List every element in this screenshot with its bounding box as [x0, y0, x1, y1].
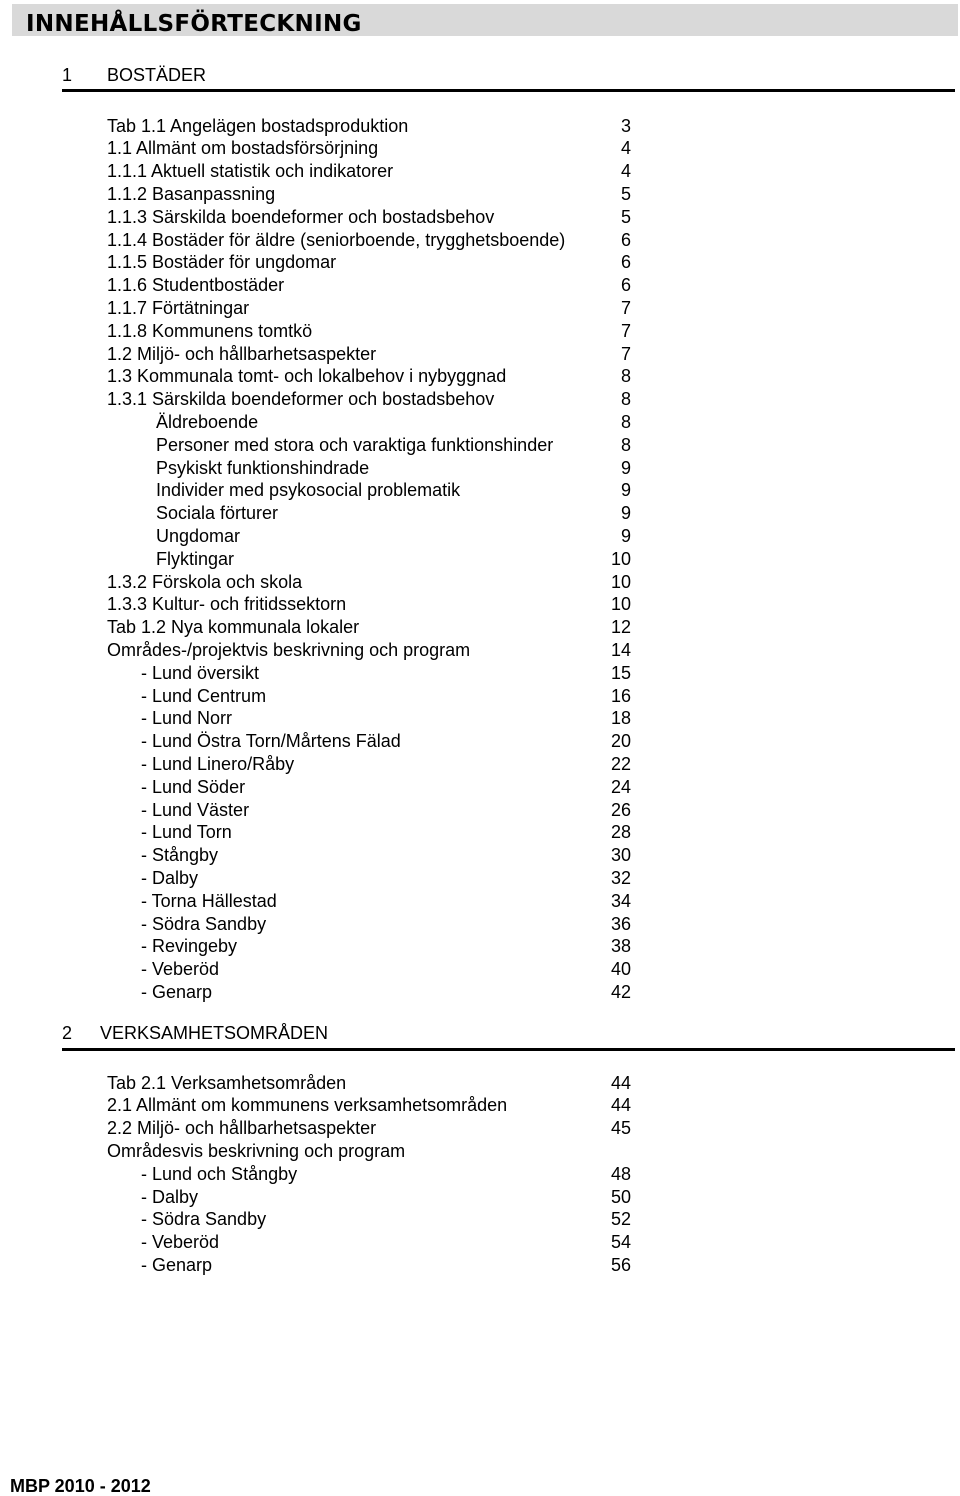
toc-entry[interactable]	[107, 206, 631, 229]
toc-entry-title: Psykiskt funktionshindrade	[156, 457, 370, 478]
toc-entry[interactable]	[156, 548, 631, 571]
toc-entry-title: - Lund Söder	[141, 776, 246, 797]
toc-entry-page: 40	[610, 959, 631, 980]
toc-entry-title: Områdesvis beskrivning och program	[107, 1140, 406, 1161]
toc-entry-title: - Veberöd	[141, 959, 220, 980]
toc-entry[interactable]	[107, 1094, 631, 1117]
toc-entry-page: 4	[620, 161, 631, 182]
toc-entry-title: - Södra Sandby	[141, 913, 267, 934]
toc-entry-title: - Genarp	[141, 981, 213, 1002]
toc-entry[interactable]	[156, 525, 631, 548]
toc-entry-title: - Dalby	[141, 867, 199, 888]
toc-entry[interactable]	[107, 571, 631, 594]
toc-entry[interactable]	[141, 1163, 631, 1186]
toc-entry-page: 48	[610, 1163, 631, 1184]
section-divider	[62, 1048, 955, 1051]
toc-entry-title: - Lund och Stångby	[141, 1163, 298, 1184]
toc-entry-page: 45	[610, 1118, 631, 1139]
toc-entry-title: 1.3.1 Särskilda boendeformer och bostadsbehov	[107, 389, 495, 410]
toc-entry[interactable]	[107, 229, 631, 252]
toc-entry-page: 3	[620, 115, 631, 136]
toc-entry-title: 1.1.4 Bostäder för äldre (seniorboende, trygghetsboende)	[107, 229, 566, 250]
toc-entry-title: Tab 1.2 Nya kommunala lokaler	[107, 617, 360, 638]
section-number: 1	[62, 65, 73, 85]
toc-entry-title: - Stångby	[141, 845, 219, 866]
toc-entry[interactable]	[141, 730, 631, 753]
section-label: BOSTÄDER	[107, 65, 207, 85]
toc-entry-title: 1.3.2 Förskola och skola	[107, 571, 303, 592]
title-band	[12, 4, 958, 36]
toc-entry[interactable]	[141, 707, 631, 730]
toc-entry-page: 42	[610, 981, 631, 1002]
toc-entry-page: 44	[610, 1072, 631, 1093]
toc-entry[interactable]	[107, 251, 631, 274]
toc-entry[interactable]	[141, 844, 631, 867]
toc-entry-title: - Torna Hällestad	[141, 890, 277, 911]
footer-text: MBP 2010 - 2012	[10, 1476, 151, 1496]
toc-entry[interactable]	[141, 981, 631, 1004]
toc-entry-title: - Dalby	[141, 1186, 199, 1207]
toc-entry-page: 56	[610, 1254, 631, 1275]
toc-entry-page: 10	[610, 548, 631, 569]
toc-entry-page: 14	[610, 639, 631, 660]
toc-entry[interactable]	[107, 388, 631, 411]
toc-entry[interactable]	[107, 320, 631, 343]
toc-entry[interactable]	[107, 1072, 631, 1095]
toc-entry[interactable]	[107, 115, 631, 138]
toc-entry-title: Sociala förturer	[156, 503, 279, 524]
toc-entry[interactable]	[141, 685, 631, 708]
toc-entry-title: 1.1.2 Basanpassning	[107, 183, 276, 204]
toc-entry[interactable]	[107, 639, 631, 662]
toc-entry[interactable]	[141, 935, 631, 958]
toc-entry-page: 52	[610, 1209, 631, 1230]
toc-entry-page: 7	[620, 297, 631, 318]
toc-entry[interactable]	[107, 297, 631, 320]
toc-entry-title: - Lund Norr	[141, 708, 233, 729]
toc-entry-title: 2.2 Miljö- och hållbarhetsaspekter	[107, 1118, 377, 1139]
toc-entry-page: 22	[610, 753, 631, 774]
toc-entry-page: 7	[620, 320, 631, 341]
toc-entry[interactable]	[141, 913, 631, 936]
toc-entry-title: Tab 1.1 Angelägen bostadsproduktion	[107, 115, 409, 136]
toc-entry-title: Individer med psykosocial problematik	[156, 480, 461, 501]
toc-entry[interactable]	[141, 799, 631, 822]
toc-entry-page: 8	[620, 434, 631, 455]
toc-entry-page: 9	[620, 525, 631, 546]
toc-entry-page: 54	[610, 1232, 631, 1253]
toc-entry[interactable]	[141, 1186, 631, 1209]
toc-entry-title: - Lund Torn	[141, 822, 232, 843]
toc-entry-page: 24	[610, 776, 631, 797]
toc-entry[interactable]	[156, 457, 631, 480]
toc-entry-page: 5	[620, 206, 631, 227]
toc-entry-title: Områdes-/projektvis beskrivning och program	[107, 639, 471, 660]
toc-entry-page: 12	[610, 617, 631, 638]
toc-entry-page: 15	[610, 662, 631, 683]
toc-entry-title: 1.1.3 Särskilda boendeformer och bostadsbehov	[107, 206, 495, 227]
toc-entry-title: 1.1.1 Aktuell statistik och indikatorer	[107, 161, 394, 182]
toc-entry-page: 9	[620, 503, 631, 524]
toc-entry-page: 8	[620, 411, 631, 432]
toc-entry-page: 32	[610, 867, 631, 888]
toc-entry-page: 44	[610, 1095, 631, 1116]
toc-entry-title: - Lund översikt	[141, 662, 260, 683]
toc-entry[interactable]	[107, 160, 631, 183]
toc-entry-title: Tab 2.1 Verksamhetsområden	[107, 1072, 347, 1093]
toc-entry-title: - Södra Sandby	[141, 1209, 267, 1230]
toc-entry-title: 1.1.6 Studentbostäder	[107, 275, 285, 296]
toc-entry-title: Flyktingar	[156, 548, 235, 569]
toc-entry-page: 38	[610, 936, 631, 957]
toc-entry[interactable]	[156, 479, 631, 502]
toc-entry-page: 6	[620, 252, 631, 273]
toc-entry-title: 1.3.3 Kultur- och fritidssektorn	[107, 594, 347, 615]
toc-entry-title: 1.1.5 Bostäder för ungdomar	[107, 252, 337, 273]
toc-entry-title: 1.3 Kommunala tomt- och lokalbehov i nybyggnad	[107, 366, 507, 387]
toc-entry-title: - Veberöd	[141, 1232, 220, 1253]
toc-entry[interactable]	[107, 137, 631, 160]
toc-entry[interactable]	[141, 1231, 631, 1254]
toc-entry-page: 9	[620, 457, 631, 478]
section-number: 2	[62, 1023, 73, 1043]
toc-entry[interactable]	[141, 958, 631, 981]
toc-entry-title: Personer med stora och varaktiga funktionshinder	[156, 434, 554, 455]
toc-entry-title: 1.1.8 Kommunens tomtkö	[107, 320, 313, 341]
toc-entry[interactable]	[156, 411, 631, 434]
toc-entry-page: 10	[610, 594, 631, 615]
toc-entry-page: 50	[610, 1186, 631, 1207]
toc-entry-page: 18	[610, 708, 631, 729]
toc-entry-page: 7	[620, 343, 631, 364]
toc-entry-page: 8	[620, 366, 631, 387]
toc-entry-title: - Lund Centrum	[141, 685, 267, 706]
toc-entry-title: 2.1 Allmänt om kommunens verksamhetsområden	[107, 1095, 508, 1116]
toc-entry[interactable]	[156, 434, 631, 457]
page-title: INNEHÅLLSFÖRTECKNING	[26, 11, 362, 37]
toc-entry[interactable]	[107, 183, 631, 206]
toc-entry[interactable]	[141, 1208, 631, 1231]
toc-entry-page: 16	[610, 685, 631, 706]
toc-entry-page: 6	[620, 229, 631, 250]
toc-entry-page: 8	[620, 389, 631, 410]
toc-entry-page: 4	[620, 138, 631, 159]
section-divider	[62, 89, 955, 92]
toc-entry-title: - Genarp	[141, 1254, 213, 1275]
toc-entry-page: 30	[610, 845, 631, 866]
toc-entry[interactable]	[141, 776, 631, 799]
toc-entry-title: 1.1 Allmänt om bostadsförsörjning	[107, 138, 379, 159]
toc-entry-page: 26	[610, 799, 631, 820]
toc-entry-title: Äldreboende	[156, 411, 259, 432]
toc-entry[interactable]	[156, 502, 631, 525]
toc-entry-page: 10	[610, 571, 631, 592]
toc-entry[interactable]	[107, 1117, 631, 1140]
toc-entry[interactable]	[141, 867, 631, 890]
toc-entry-page: 36	[610, 913, 631, 934]
toc-entry-title: - Lund Östra Torn/Mårtens Fälad	[141, 731, 401, 752]
toc-entry[interactable]	[107, 365, 631, 388]
toc-entry-page: 5	[620, 183, 631, 204]
toc-entry-page: 9	[620, 480, 631, 501]
toc-entry-page: 34	[610, 890, 631, 911]
toc-entry-title: - Revingeby	[141, 936, 238, 957]
toc-entry[interactable]	[107, 274, 631, 297]
toc-entry-title: - Lund Linero/Råby	[141, 753, 295, 774]
toc-entry[interactable]	[107, 616, 631, 639]
toc-entry-title: 1.1.7 Förtätningar	[107, 297, 250, 318]
toc-entry[interactable]	[141, 753, 631, 776]
toc-entry[interactable]	[141, 662, 631, 685]
toc-entry[interactable]	[141, 1254, 631, 1277]
toc-entry-title: - Lund Väster	[141, 799, 250, 820]
toc-entry[interactable]	[107, 343, 631, 366]
section-label: VERKSAMHETSOMRÅDEN	[100, 1023, 329, 1043]
toc-entry[interactable]	[107, 1140, 631, 1163]
toc-entry-page: 28	[610, 822, 631, 843]
toc-entry-page: 20	[610, 731, 631, 752]
toc-entry-title: Ungdomar	[156, 525, 241, 546]
toc-entry-title: 1.2 Miljö- och hållbarhetsaspekter	[107, 343, 377, 364]
toc-entry[interactable]	[141, 821, 631, 844]
toc-entry[interactable]	[141, 890, 631, 913]
toc-entry-page: 6	[620, 275, 631, 296]
toc-entry[interactable]	[107, 593, 631, 616]
